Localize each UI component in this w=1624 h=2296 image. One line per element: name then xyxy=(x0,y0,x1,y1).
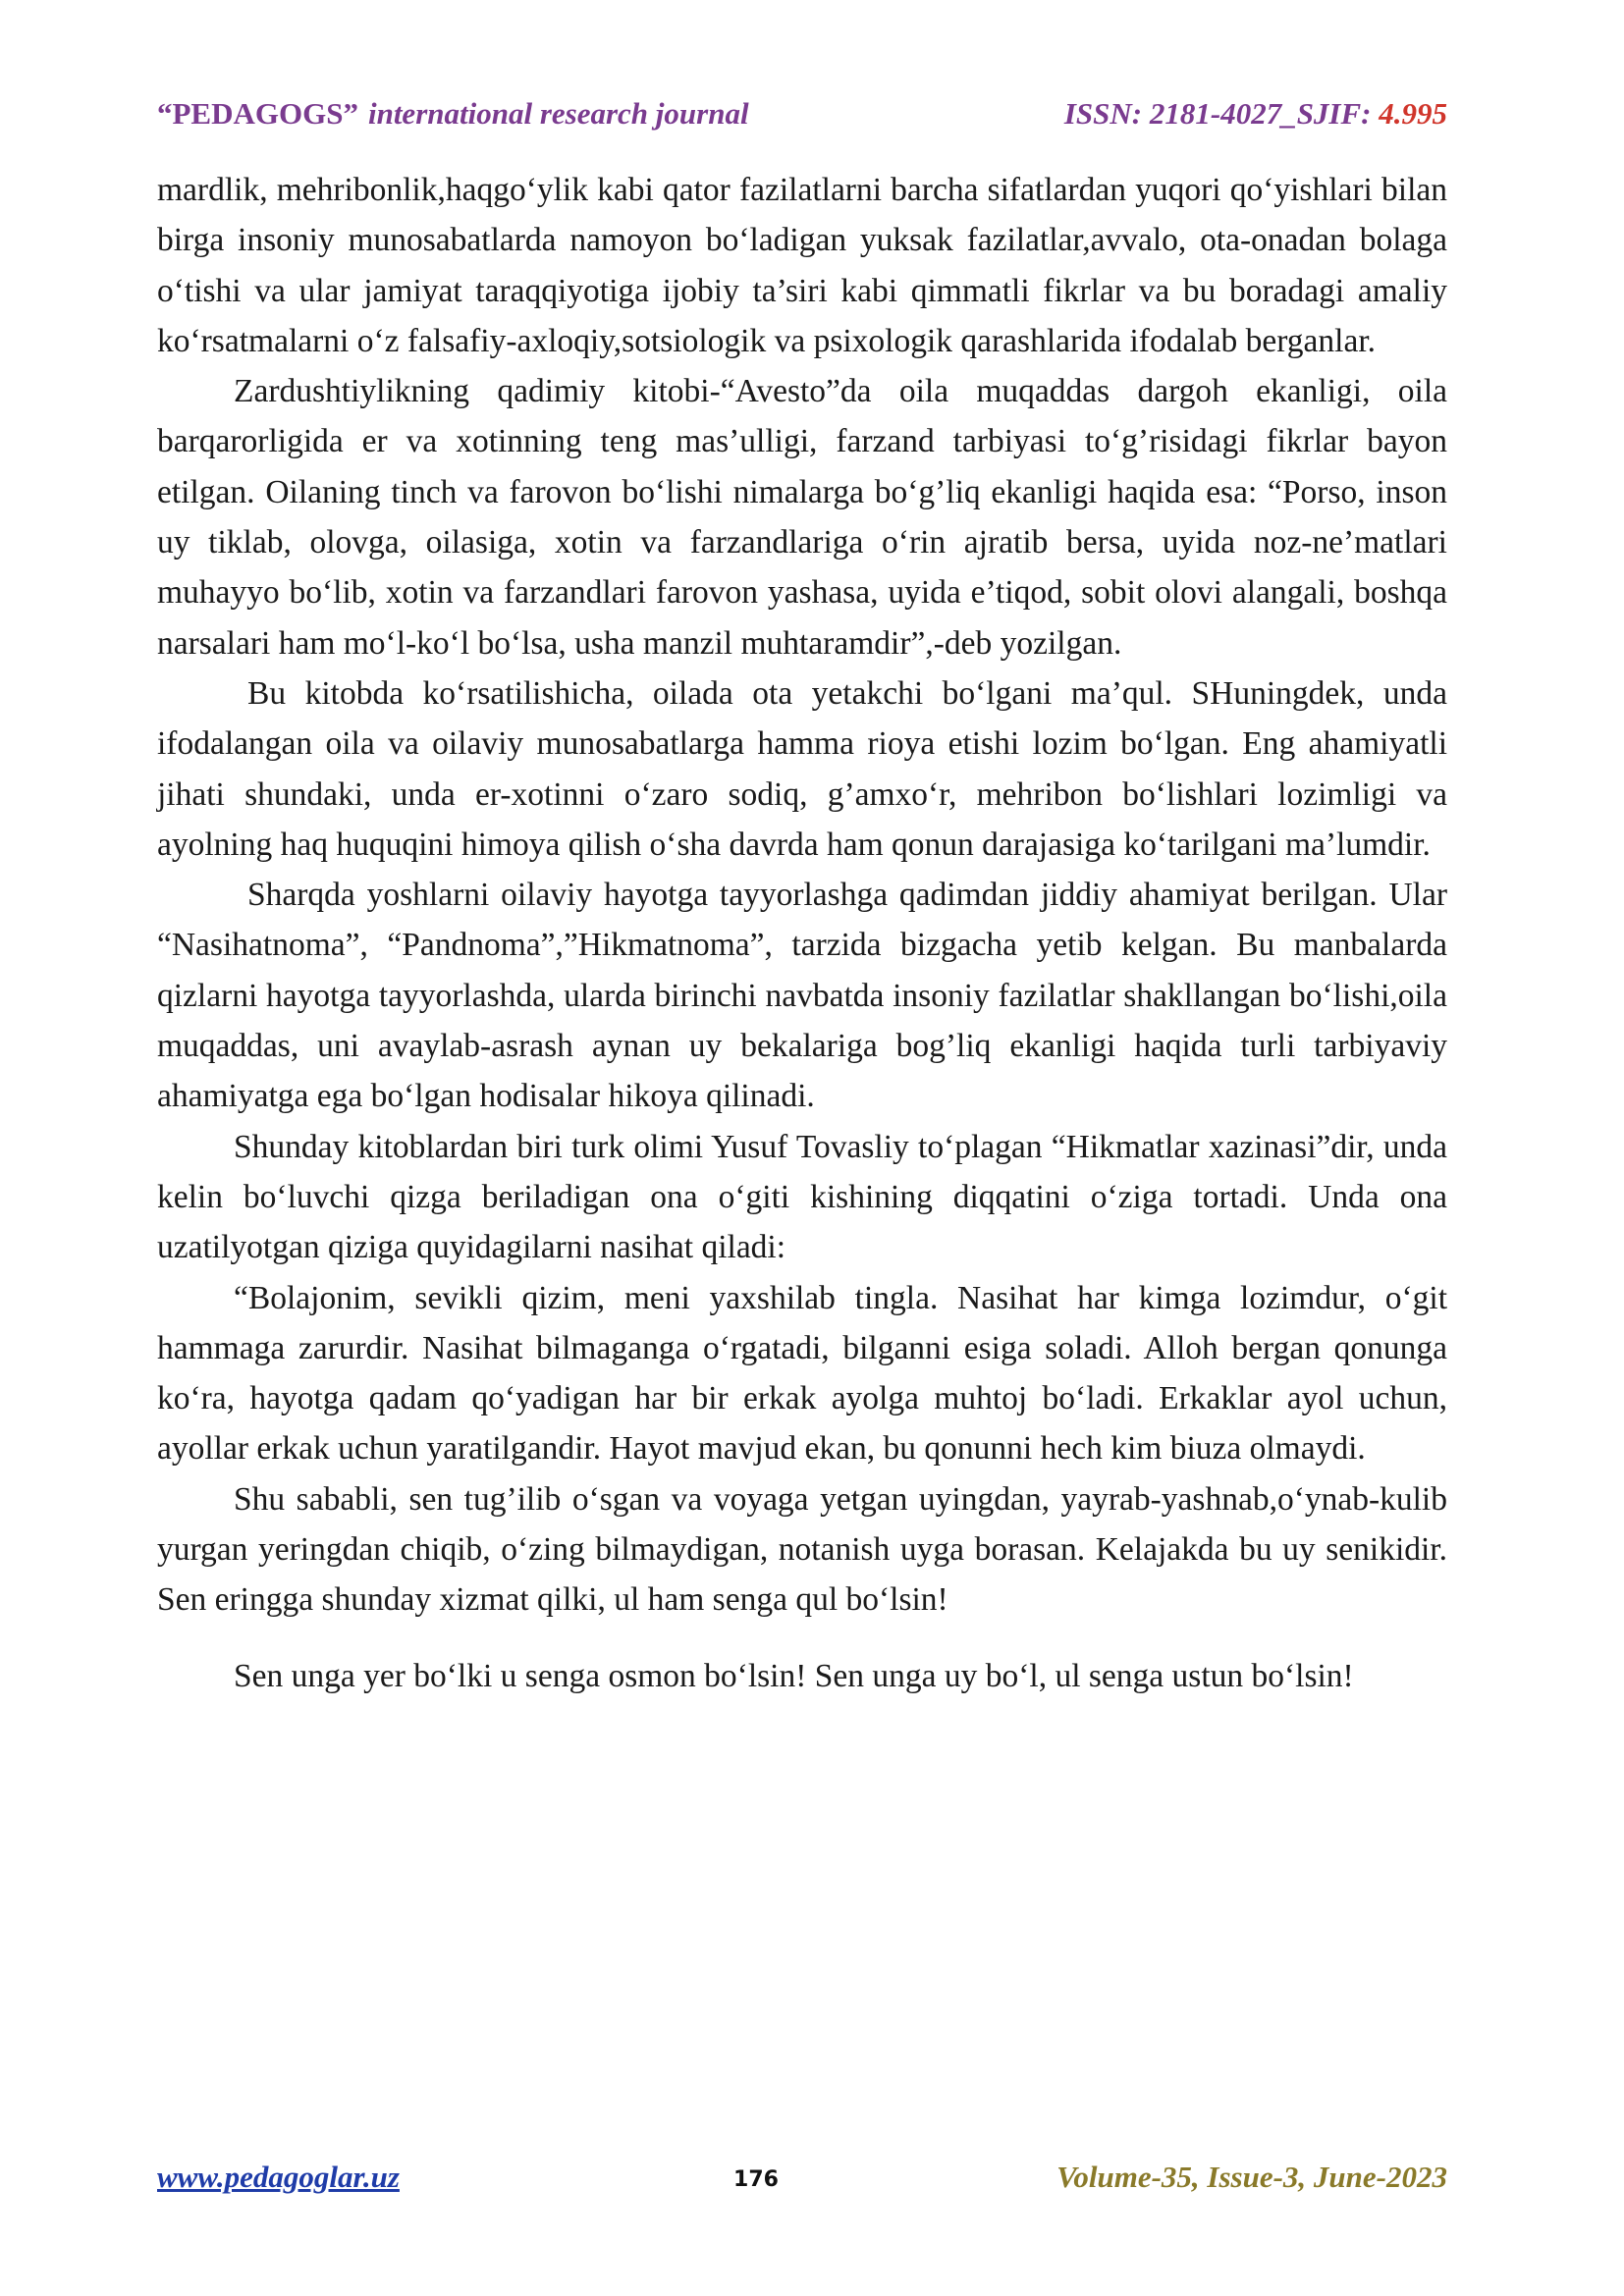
paragraph-3: Bu kitobda ko‘rsatilishicha, oilada ota yetakchi bo‘lgani ma’qul. SHuningdek, unda ifodalangan oila va oilaviy munosabatlarga hamma rioya etishi lozim bo‘lgan. Eng ahamiyatli jihati shundaki, unda er-xotinni o‘zaro sodiq, g’amxo‘r, mehribon bo‘lishlari lozimligi va ayolning haq huquqini himoya qilish o‘sha davrda ham qonun darajasiga ko‘tarilgani ma’lumdir. xyxy=(157,674,1447,863)
paragraph-2: Zardushtiylikning qadimiy kitobi-“Avesto”da oila muqaddas dargoh ekanligi, oila barqarorligida er va xotinning teng mas’ulligi, farzand tarbiyasi to‘g’risidagi fikrlar bayon etilgan. Oilaning tinch va farovon bo‘lishi nimalarga bo‘g’liq ekanligi haqida esa: “Porso, inson uy tiklab, olovga, oilasiga, xotin va farzandlariga o‘rin ajratib bersa, uyida noz-ne’matlari muhayyo bo‘lib, xotin va farzandlari farovon yashasa, uyida e’tiqod, sobit olovi alangali, boshqa narsalari ham mo‘l-ko‘l bo‘lsa, usha manzil muhtaramdir”,-deb yozilgan. xyxy=(157,373,1447,662)
website-link[interactable]: www.pedagoglar.uz xyxy=(157,2160,400,2194)
issn-label: ISSN: 2181-4027_SJIF: xyxy=(1063,96,1380,131)
journal-title xyxy=(157,96,749,132)
paragraph-7: Shu sababli, sen tug’ilib o‘sgan va voyaga yetgan uyingdan, yayrab-yashnab,o‘ynab-kulib yurgan yeringdan chiqib, o‘zing bilmaydigan, notanish uyga borasan. Kelajakda bu uy senikidir. Sen eringga shunday xizmat qilki, ul ham senga qul bo‘lsin! xyxy=(157,1480,1447,1619)
paragraph-1: mardlik, mehribonlik,haqgo‘ylik kabi qator fazilatlarni barcha sifatlardan yuqori qo‘yishlari bilan birga insoniy munosabatlarda namoyon bo‘ladigan yuksak fazilatlar,avvalo, ota-onadan bolaga o‘tishi va ular jamiyat taraqqiyotiga ijobiy ta’siri kabi qimmatli fikrlar va bu boradagi amaliy ko‘rsatmalarni o‘z falsafiy-axloqiy,sotsiologik va psixologik qarashlarida ifodalab berganlar. xyxy=(157,172,1447,359)
journal-name: “PEDAGOGS” xyxy=(157,96,358,131)
sjif-value: 4.995 xyxy=(1379,96,1447,131)
page-header xyxy=(157,96,1447,139)
journal-subtitle: international research journal xyxy=(367,96,749,131)
page-number: 176 xyxy=(733,2167,779,2192)
paragraph-5: Shunday kitoblardan biri turk olimi Yusuf Tovasliy to‘plagan “Hikmatlar xazinasi”dir, unda kelin bo‘luvchi qizga beriladigan ona o‘giti kishining diqqatini o‘ziga tortadi. Unda ona uzatilyotgan qiziga quyidagilarni nasihat qiladi: xyxy=(157,1128,1447,1266)
article-body xyxy=(157,165,1447,1701)
issn-sjif xyxy=(1064,96,1447,132)
paragraph-8: Sen unga yer bo‘lki u senga osmon bo‘lsin! Sen unga uy bo‘l, ul senga ustun bo‘lsin! xyxy=(234,1657,1354,1694)
paragraph-4: Sharqda yoshlarni oilaviy hayotga tayyorlashga qadimdan jiddiy ahamiyat berilgan. Ular “Nasihatnoma”, “Pandnoma”,”Hikmatnoma”, tarzida bizgacha yetib kelgan. Bu manbalarda qizlarni hayotga tayyorlashda, ularda birinchi navbatda insoniy fazilatlar shakllangan bo‘lishi,oila muqaddas, uni avaylab-asrash aynan uy bekalariga bog’liq ekanligi haqida turli tarbiyaviy ahamiyatga ega bo‘lgan hodisalar hikoya qilinadi. xyxy=(157,877,1447,1115)
volume-info: Volume-35, Issue-3, June-2023 xyxy=(1056,2160,1447,2194)
paragraph-6: “Bolajonim, sevikli qizim, meni yaxshilab tingla. Nasihat har kimga lozimdur, o‘git hammaga zarurdir. Nasihat bilmaganga o‘rgatadi, bilganni esiga soladi. Alloh bergan qonunga ko‘ra, hayotga qadam qo‘yadigan har bir erkak ayolga muhtoj bo‘ladi. Erkaklar ayol uchun, ayollar erkak uchun yaratilgandir. Hayot mavjud ekan, bu qonunni hech kim biuza olmaydi. xyxy=(157,1279,1447,1468)
